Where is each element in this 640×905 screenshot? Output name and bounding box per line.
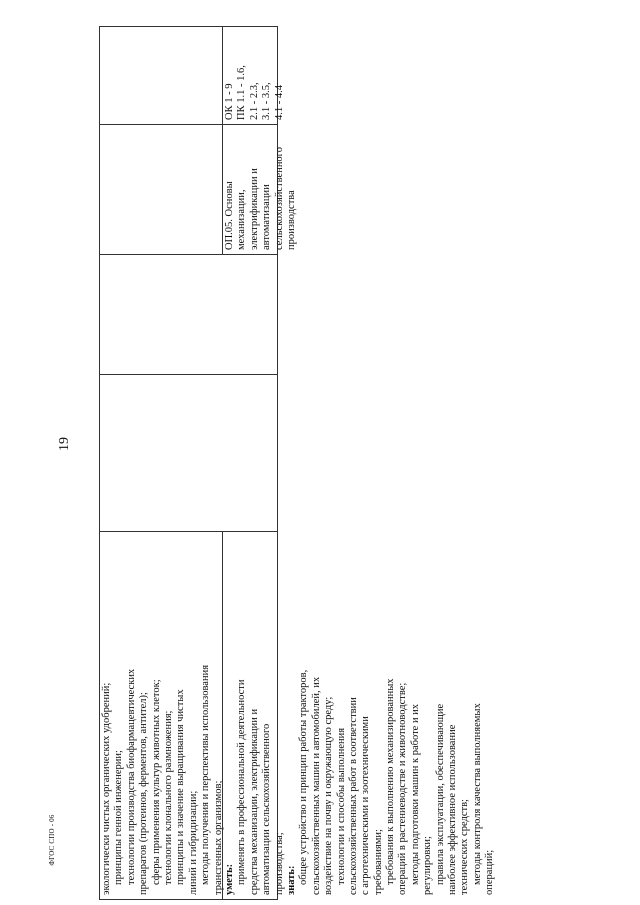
content-line: технологии производства биофармацевтических xyxy=(125,668,137,885)
competency-line: 3.1 - 3.5, xyxy=(261,82,273,120)
content-line: принципы генной инженерии; xyxy=(113,750,125,885)
hours-required-column xyxy=(100,254,277,374)
discipline-line: производства xyxy=(285,190,297,250)
content-line: правила эксплуатации, обеспечивающие xyxy=(434,703,446,885)
discipline-upper-cell xyxy=(100,124,222,254)
content-line: технологии и способы выполнения xyxy=(335,727,347,885)
competency-codes xyxy=(223,27,287,124)
content-line: методы подготовки машин к работе и их xyxy=(409,703,421,885)
content-line: сферы применения культур животных клеток; xyxy=(150,679,162,885)
content-line: знать: xyxy=(285,865,297,895)
footer-mark: ФГОС СПО - 06 xyxy=(48,814,56,866)
content-line: сельскохозяйственных работ в соответствии xyxy=(347,697,359,895)
discipline-line: электрификации и xyxy=(248,168,260,250)
discipline-name xyxy=(223,124,299,254)
lower-content-text xyxy=(223,531,498,899)
content-line: методы контроля качества выполняемых xyxy=(471,703,483,885)
upper-content-text xyxy=(100,531,226,899)
content-line: с агротехническими и зоотехническими xyxy=(360,716,372,895)
competency-lower-cell xyxy=(223,27,287,124)
discipline-line: ОП.05. Основы xyxy=(224,181,235,250)
content-line: препаратов (протеинов, ферментов, антител); xyxy=(138,692,150,895)
content-line: принципы и значение выращивания чистых xyxy=(175,689,187,885)
discipline-line: механизации, xyxy=(236,189,248,250)
page-number: 19 xyxy=(57,437,72,451)
content-line: линий и гибридизации; xyxy=(187,790,199,895)
lower-content-cell xyxy=(223,531,498,899)
content-line: требования к выполнению механизированных xyxy=(385,678,397,885)
content-column xyxy=(100,531,496,899)
content-line: автоматизации сельскохозяйственного xyxy=(261,723,273,895)
content-line: наиболее эффективное использование xyxy=(447,724,459,895)
hours-max-column xyxy=(100,374,277,531)
content-line: операций; xyxy=(484,849,496,895)
curriculum-table xyxy=(99,26,496,900)
content-line: производства; xyxy=(273,832,285,895)
content-line: технических средств; xyxy=(459,799,471,895)
content-line: технологии клонального размножения; xyxy=(162,710,174,885)
competency-line: ОК 1 - 9 xyxy=(224,83,235,120)
content-line: трансгенных организмов; xyxy=(212,780,224,895)
content-line: общее устройство и принцип работы тракторов, xyxy=(298,669,310,885)
content-line: воздействие на почву и окружающую среду; xyxy=(323,696,335,895)
competency-column xyxy=(100,27,285,124)
discipline-column xyxy=(100,124,297,254)
discipline-line: сельскохозяйственного xyxy=(273,147,285,250)
competency-line: ПК 1.1 - 1.6, xyxy=(236,65,248,120)
competency-line: 2.1 - 2.3, xyxy=(248,82,260,120)
content-line: сельскохозяйственных машин и автомобилей, их xyxy=(310,676,322,895)
discipline-line: автоматизации xyxy=(261,184,273,250)
content-line: уметь: xyxy=(224,863,235,895)
content-line: методы получения и перспективы использования xyxy=(200,664,212,885)
rotated-table-wrapper xyxy=(99,26,496,900)
upper-content-cell xyxy=(100,531,222,899)
content-line: экологически чистых органических удобрений; xyxy=(101,682,112,895)
content-line: требованиями; xyxy=(372,829,384,895)
competency-line: 4.1 - 4.4 xyxy=(273,85,285,120)
discipline-lower-cell xyxy=(223,124,299,254)
content-line: операций в растениеводстве и животноводстве; xyxy=(397,682,409,895)
content-line: регулировки; xyxy=(422,836,434,895)
competency-upper-cell xyxy=(100,27,222,124)
content-line: средства механизации, электрификации и xyxy=(248,708,260,895)
content-line: применять в профессиональной деятельности xyxy=(236,679,248,885)
